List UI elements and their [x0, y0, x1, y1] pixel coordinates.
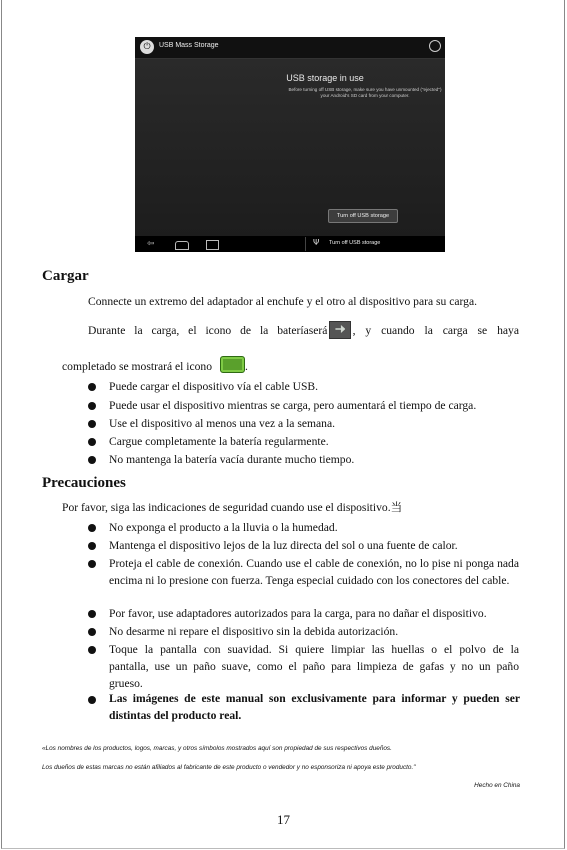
recent-apps-icon — [206, 240, 219, 250]
cargar-paragraph-2-start: Durante la carga, el icono de la bateríaserá — [88, 323, 328, 337]
usb-icon: ⏻ — [140, 40, 154, 54]
cargar-paragraph-3 — [62, 356, 248, 374]
cargar-paragraph-2-end: , y cuando la carga se haya — [352, 323, 519, 337]
nav-divider — [305, 237, 306, 251]
bullet-icon — [88, 402, 96, 410]
precauciones-bullet-7: Las imágenes de este manual son exclusivamente para informar y pueden ser distintas del producto real. — [109, 692, 520, 722]
precauciones-intro: Por favor, siga las indicaciones de seguridad cuando use el dispositivo.当 — [62, 501, 403, 514]
cargar-paragraph-2 — [88, 321, 519, 339]
cargar-bullet-4: Cargue completamente la batería regularmente. — [109, 435, 329, 448]
cargar-paragraph-3-text: completado se mostrará el icono — [62, 360, 213, 373]
usb-notification-icon: Ψ — [313, 238, 320, 247]
bullet-icon — [88, 420, 96, 428]
battery-full-icon — [220, 356, 245, 373]
battery-charging-icon — [329, 321, 350, 339]
cargar-paragraph-3-end: . — [245, 360, 248, 373]
bullet-icon — [88, 646, 96, 654]
screenshot-description: Before turning off USB storage, make sure you have unmounted ("ejected") your Android's SD card from your computer. — [288, 87, 442, 98]
precauciones-bullet-3: Proteja el cable de conexión. Cuando use el cable de conexión, no lo pise ni ponga nada encima ni lo presione con fuerza. Tenga especial cuidado con los conectores del cable. — [109, 557, 519, 587]
precauciones-bullet-1: No exponga el producto a la lluvia o la humedad. — [109, 521, 338, 534]
screenshot-title-bar — [135, 37, 445, 59]
trademark-disclaimer: Los dueños de estas marcas no están afiliados al fabricante de este producto o vendedor y no esponsoriza ni apoya este producto." — [42, 764, 416, 771]
precauciones-bullet-6: Toque la pantalla con suavidad. Si quiere limpiar las huellas o el polvo de la pantalla, use un paño suave, como el paño para limpieza de gafas y no un paño grueso. — [109, 643, 519, 690]
power-icon — [429, 40, 441, 52]
home-icon — [175, 241, 189, 250]
made-in-label: Hecho en China — [474, 782, 520, 789]
bullet-icon — [88, 696, 96, 704]
trademark-notice: «Los nombres de los productos, logos, marcas, y otros símbolos mostrados aquí son propiedad de sus respectivos dueños. — [42, 745, 392, 752]
screenshot-nav-bar — [135, 236, 445, 252]
section-title-precauciones: Precauciones — [42, 475, 126, 491]
back-icon: ⇦ — [147, 239, 155, 249]
section-title-cargar: Cargar — [42, 268, 89, 284]
usb-storage-screenshot — [135, 37, 445, 252]
bullet-icon — [88, 456, 96, 464]
bullet-icon — [88, 524, 96, 532]
bullet-icon — [88, 383, 96, 391]
bullet-icon — [88, 628, 96, 636]
page-number: 17 — [277, 812, 290, 827]
cargar-bullet-2: Puede usar el dispositivo mientras se carga, pero aumentará el tiempo de carga. — [109, 399, 477, 412]
cargar-bullet-5: No mantenga la batería vacía durante mucho tiempo. — [109, 453, 355, 466]
bullet-icon — [88, 610, 96, 618]
precauciones-bullet-5: No desarme ni repare el dispositivo sin la debida autorización. — [109, 625, 399, 638]
bullet-icon — [88, 438, 96, 446]
cargar-bullet-1: Puede cargar el dispositivo vía el cable USB. — [109, 380, 319, 393]
precauciones-bullet-2: Mantenga el dispositivo lejos de la luz directa del sol o una fuente de calor. — [109, 539, 458, 552]
turn-off-usb-button: Turn off USB storage — [328, 209, 398, 223]
bullet-icon — [88, 560, 96, 568]
screenshot-app-title: USB Mass Storage — [159, 42, 219, 49]
screenshot-content — [135, 59, 445, 236]
bullet-icon — [88, 542, 96, 550]
screenshot-heading: USB storage in use — [286, 73, 364, 83]
precauciones-bullet-4: Por favor, use adaptadores autorizados para la carga, para no dañar el dispositivo. — [109, 607, 487, 620]
cargar-bullet-3: Use el dispositivo al menos una vez a la semana. — [109, 417, 336, 430]
cargar-paragraph-1: Connecte un extremo del adaptador al enchufe y el otro al dispositivo para su carga. — [88, 295, 478, 308]
usb-notification-text: Turn off USB storage — [329, 240, 381, 246]
